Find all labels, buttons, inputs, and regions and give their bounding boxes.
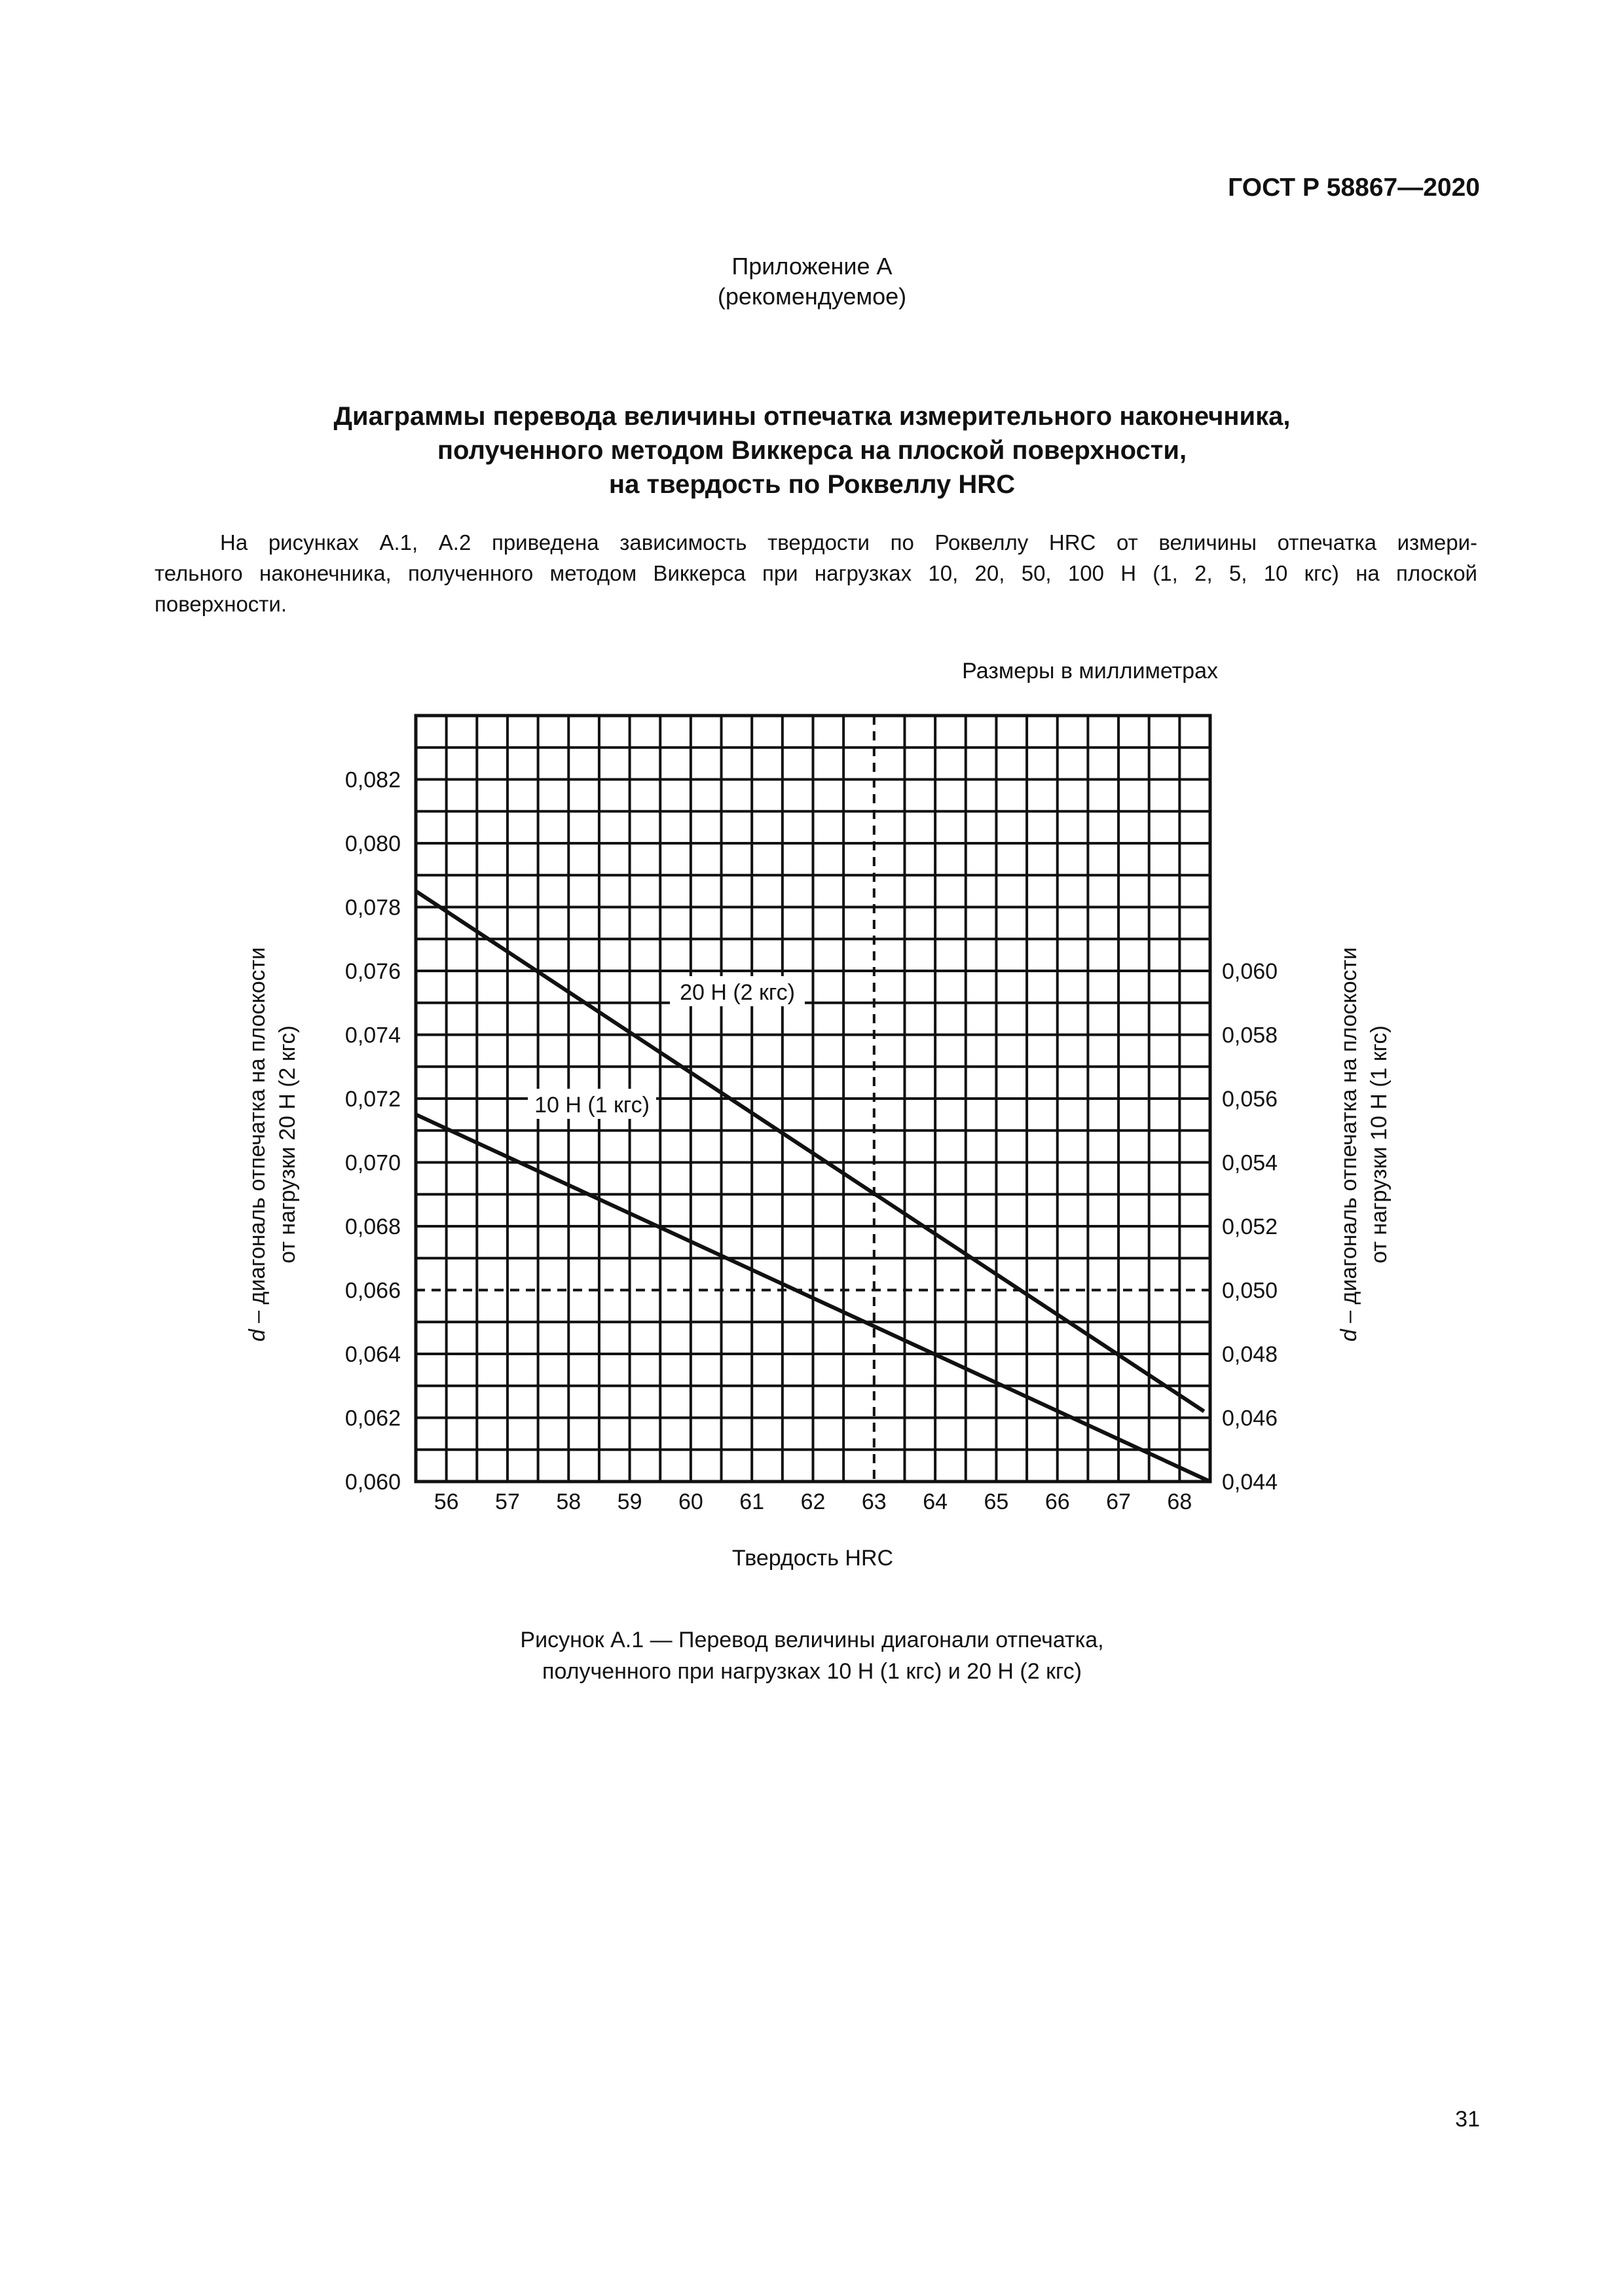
heading-line-3: на твердость по Роквеллу HRC: [608, 470, 1016, 499]
page-number: 31: [1455, 2107, 1480, 2132]
y-right-tick-label: 0,056: [1222, 1087, 1278, 1112]
x-tick-label: 57: [495, 1489, 520, 1514]
y-right-tick-label: 0,050: [1222, 1278, 1278, 1303]
x-tick-label: 67: [1106, 1489, 1131, 1514]
y-left-tick-label: 0,060: [344, 1470, 401, 1495]
figure-caption: [0, 1625, 1624, 1687]
paragraph-line-1: На рисунках А.1, А.2 приведена зависимость твердости по Роквеллу HRC от величины отпечатка измери-: [220, 530, 1477, 555]
x-tick-label: 59: [617, 1489, 642, 1514]
y-left-tick-label: 0,064: [344, 1342, 401, 1367]
y-right-axis-title: [1337, 947, 1392, 1341]
x-tick-label: 62: [800, 1489, 826, 1514]
caption-line-1: Рисунок А.1 — Перевод величины диагонали отпечатка,: [520, 1628, 1104, 1652]
y-right-axis-title-line-2: от нагрузки 10 Н (1 кгс): [1367, 1025, 1392, 1264]
paragraph-line-3: поверхности.: [155, 591, 287, 616]
y-left-axis-title-line-2: от нагрузки 20 Н (2 кгс): [275, 1025, 300, 1264]
y-right-axis-title-text: – диагональ отпечатка на плоскости: [1337, 947, 1361, 1330]
x-tick-label: 63: [861, 1489, 887, 1514]
caption-line-2: полученного при нагрузках 10 Н (1 кгс) и 20 Н (2 кгс): [542, 1658, 1082, 1684]
y-right-tick-label: 0,044: [1222, 1470, 1278, 1495]
x-tick-label: 66: [1044, 1489, 1070, 1514]
y-right-axis-title-line-1: [1337, 947, 1361, 1341]
y-left-tick-label: 0,072: [344, 1087, 401, 1112]
y-left-tick-label: 0,082: [344, 767, 401, 793]
series-label-10n: 10 Н (1 кгс): [534, 1093, 650, 1118]
x-tick-label: 68: [1167, 1489, 1192, 1514]
document-code: ГОСТ Р 58867—2020: [1228, 173, 1480, 202]
series-line-20n: [416, 891, 1204, 1412]
paragraph-line-2: тельного наконечника, полученного методом Виккерса при нагрузках 10, 20, 50, 100 Н (1, 2, 5, 10 кгс) на плоской: [155, 560, 1477, 585]
series-label-20n: 20 Н (2 кгс): [680, 980, 795, 1005]
y-left-tick-label: 0,062: [344, 1406, 401, 1431]
y-right-axis-title-symbol: d: [1337, 1329, 1361, 1342]
y-right-tick-label: 0,054: [1222, 1150, 1278, 1176]
annex-status: (рекомендуемое): [717, 283, 907, 310]
y-left-tick-label: 0,066: [344, 1278, 401, 1303]
x-tick-label: 56: [434, 1489, 459, 1514]
x-tick-label: 64: [923, 1489, 948, 1514]
heading-line-1: Диаграммы перевода величины отпечатка измерительного наконечника,: [333, 402, 1291, 431]
x-tick-label: 60: [678, 1489, 703, 1514]
y-left-tick-label: 0,068: [344, 1214, 401, 1239]
y-left-tick-label: 0,074: [344, 1023, 401, 1048]
y-left-tick-label: 0,070: [344, 1150, 401, 1176]
y-left-axis-title: [245, 947, 300, 1341]
y-left-tick-label: 0,078: [344, 895, 401, 920]
y-left-tick-label: 0,076: [344, 959, 401, 984]
heading-line-2: полученного методом Виккерса на плоской поверхности,: [437, 436, 1187, 465]
units-note: Размеры в миллиметрах: [962, 659, 1218, 683]
y-right-tick-label: 0,060: [1222, 959, 1278, 984]
x-tick-label: 61: [739, 1489, 765, 1514]
y-left-axis-title-line-1: [245, 947, 270, 1341]
y-right-tick-label: 0,046: [1222, 1406, 1278, 1431]
x-tick-label: 65: [984, 1489, 1009, 1514]
y-right-tick-label: 0,048: [1222, 1342, 1278, 1367]
y-right-tick-label: 0,058: [1222, 1023, 1278, 1048]
y-left-tick-label: 0,080: [344, 831, 401, 856]
y-left-axis-title-text: – диагональ отпечатка на плоскости: [245, 947, 270, 1330]
x-axis-title: Твердость HRC: [731, 1546, 894, 1571]
annex-title: Приложение А: [731, 253, 893, 280]
y-left-axis-title-symbol: d: [245, 1329, 270, 1342]
x-tick-label: 58: [556, 1489, 581, 1514]
y-right-tick-label: 0,052: [1222, 1214, 1278, 1239]
